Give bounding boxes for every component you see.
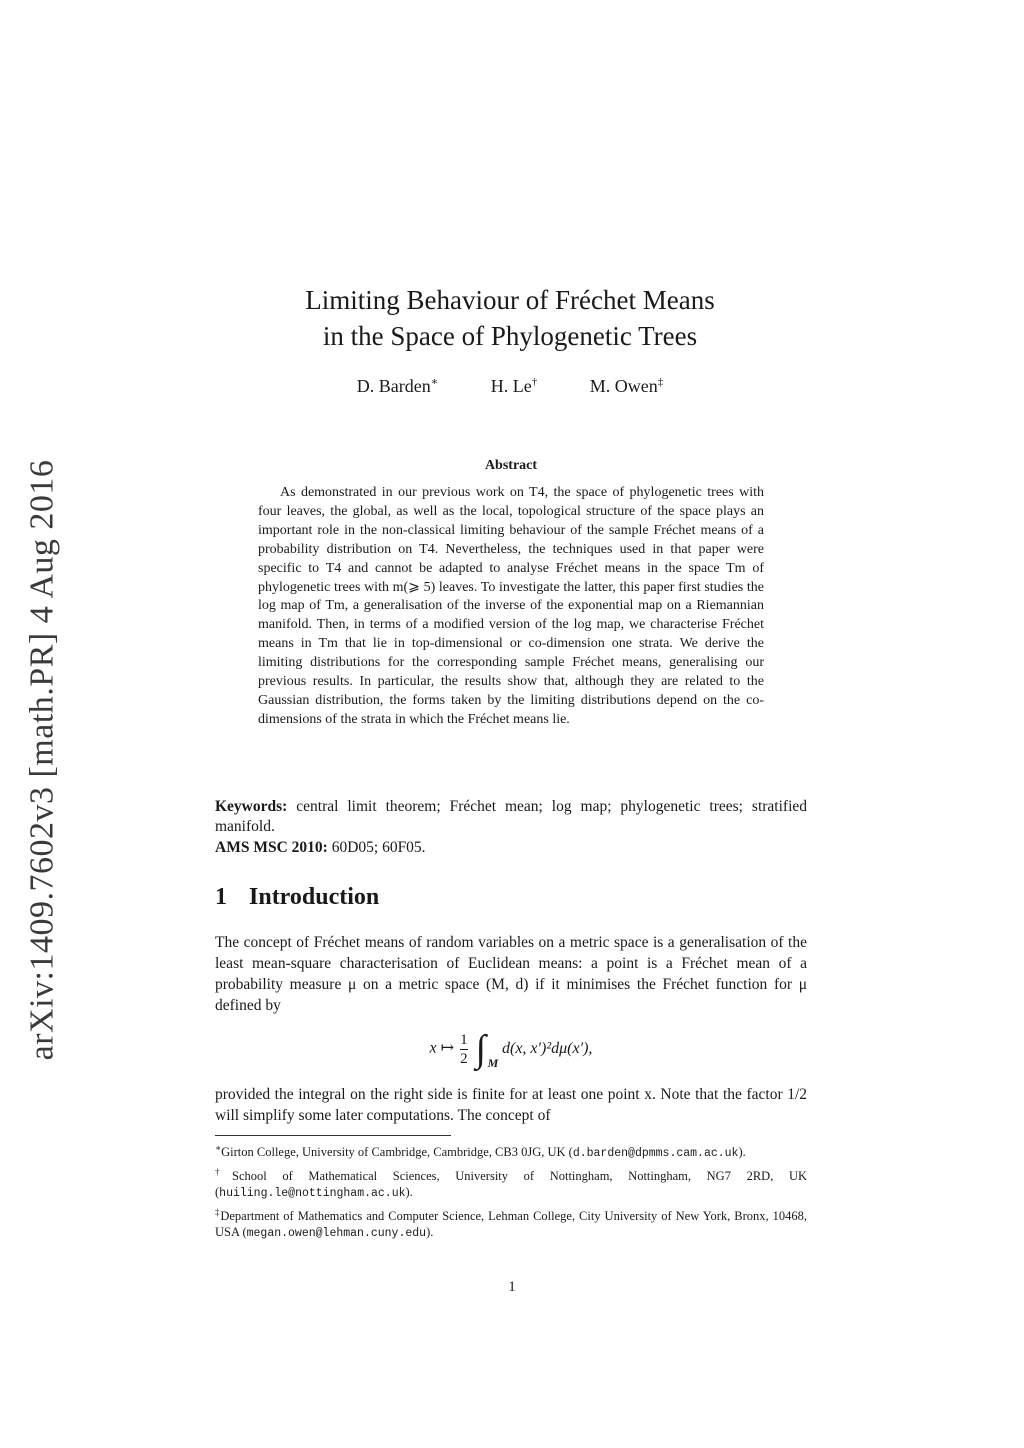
section-title: Introduction [249,884,380,910]
footnote-le: †School of Mathematical Sciences, University of Nottingham, Nottingham, NG7 2RD, UK (huiling.le@nottingham.ac.uk). [215,1166,807,1201]
section-number: 1 [215,884,227,910]
section-heading-introduction [215,884,379,911]
integral-symbol: ∫ [475,1028,486,1070]
author-le [491,376,537,397]
keywords-text: central limit theorem; Fréchet mean; log map; phylogenetic trees; stratified manifold. [215,798,808,835]
footnote-email[interactable]: megan.owen@lehman.cuny.edu [246,1227,427,1241]
ams-classification [215,838,807,858]
frechet-function-equation [215,1030,807,1068]
author-list [210,375,810,397]
footnote-barden: ∗Girton College, University of Cambridge, Cambridge, CB3 0JG, UK (d.barden@dpmms.cam.ac.uk). [215,1143,746,1161]
author-owen [590,376,664,397]
author-name: D. Barden [356,376,431,396]
footnote-divider [215,1135,451,1136]
footnote-text: Girton College, University of Cambridge, Cambridge, CB3 0JG, UK [221,1145,566,1160]
equation-lhs: x ↦ [429,1039,455,1057]
paper-title [210,282,810,354]
keywords-label: Keywords: [215,798,288,815]
footnote-mark: ∗ [215,1143,222,1153]
author-barden [357,375,438,397]
footnotes [215,1140,807,1244]
integral-domain: M [487,1056,499,1070]
author-name: H. Le [490,376,532,396]
keywords [215,797,807,837]
footnote-text: School of Mathematical Sciences, University of Nottingham, Nottingham, NG7 2RD, UK [232,1168,807,1183]
title-line-1: Limiting Behaviour of Fréchet Means [305,285,715,315]
footnote-owen: ‡Department of Mathematics and Computer Science, Lehman College, City University of New York, Bronx, 10468, USA (megan.owen@lehman.cuny.edu). [215,1206,808,1241]
fraction-numerator: 1 [460,1031,468,1048]
title-line-2: in the Space of Phylogenetic Trees [322,321,698,351]
footnote-text: Department of Mathematics and Computer Science, Lehman College, City University of New York, Bronx, 10468, USA [215,1208,808,1240]
intro-paragraph-2: provided the integral on the right side is finite for at least one point x. Note that the factor 1/2 will simplify some later computations. The concept of [215,1086,807,1124]
equation-fraction [460,1031,468,1068]
arxiv-identifier-text: arXiv:1409.7602v3 [math.PR] 4 Aug 2016 [23,459,61,1061]
integral-sign [475,1028,499,1070]
abstract-body: As demonstrated in our previous work on T4, the space of phylogenetic trees with four leaves, the global, as well as the local, topological structure of the space plays an important role in the non-classical limiting behaviour of the sample Fréchet means of a probability distribution on T4. Nevertheless, the techniques used in that paper were specific to T4 and cannot be adapted to analyse Fréchet means in the space Tm of phylogenetic trees with m(⩾ 5) leaves. To investigate the latter, this paper first studies the log map of Tm, a generalisation of the inverse of the exponential map on a Riemannian manifold. Then, in terms of a modified version of the log map, we characterise Fréchet means in Tm that lie in top-dimensional or co-dimension one strata. We derive the limiting distributions for the corresponding sample Fréchet means, generalising our previous results. In particular, the results show that, although they are related to the Gaussian distribution, the forms taken by the limiting distributions depend on the co-dimensions of the strata in which the Fréchet means lie. [258,485,764,727]
footnote-email[interactable]: huiling.le@nottingham.ac.uk [219,1187,406,1201]
author-name: M. Owen [589,376,658,396]
footnote-email[interactable]: d.barden@dpmms.cam.ac.uk [572,1147,739,1161]
author-footnote-mark: † [531,376,538,388]
author-footnote-mark: ‡ [657,376,664,388]
author-footnote-mark: ∗ [430,376,439,388]
abstract-heading: Abstract [484,458,538,473]
footnote-mark: ‡ [215,1206,221,1217]
ams-text: 60D05; 60F05. [331,839,426,856]
ams-label: AMS MSC 2010: [215,839,328,856]
arxiv-identifier-stamp [12,450,72,1070]
intro-paragraph-1: The concept of Fréchet means of random variables on a metric space is a generalisation of the least mean-square characterisation of Euclidean means: a point is a Fréchet mean of a probability measure μ on a metric space (M, d) if it minimises the Fréchet function for μ defined by [215,934,807,1014]
fraction-denominator: 2 [460,1050,468,1067]
page-number: 1 [508,1279,516,1295]
equation-integrand: d(x, x′)²dμ(x′), [501,1040,593,1057]
footnote-mark: † [215,1166,233,1177]
